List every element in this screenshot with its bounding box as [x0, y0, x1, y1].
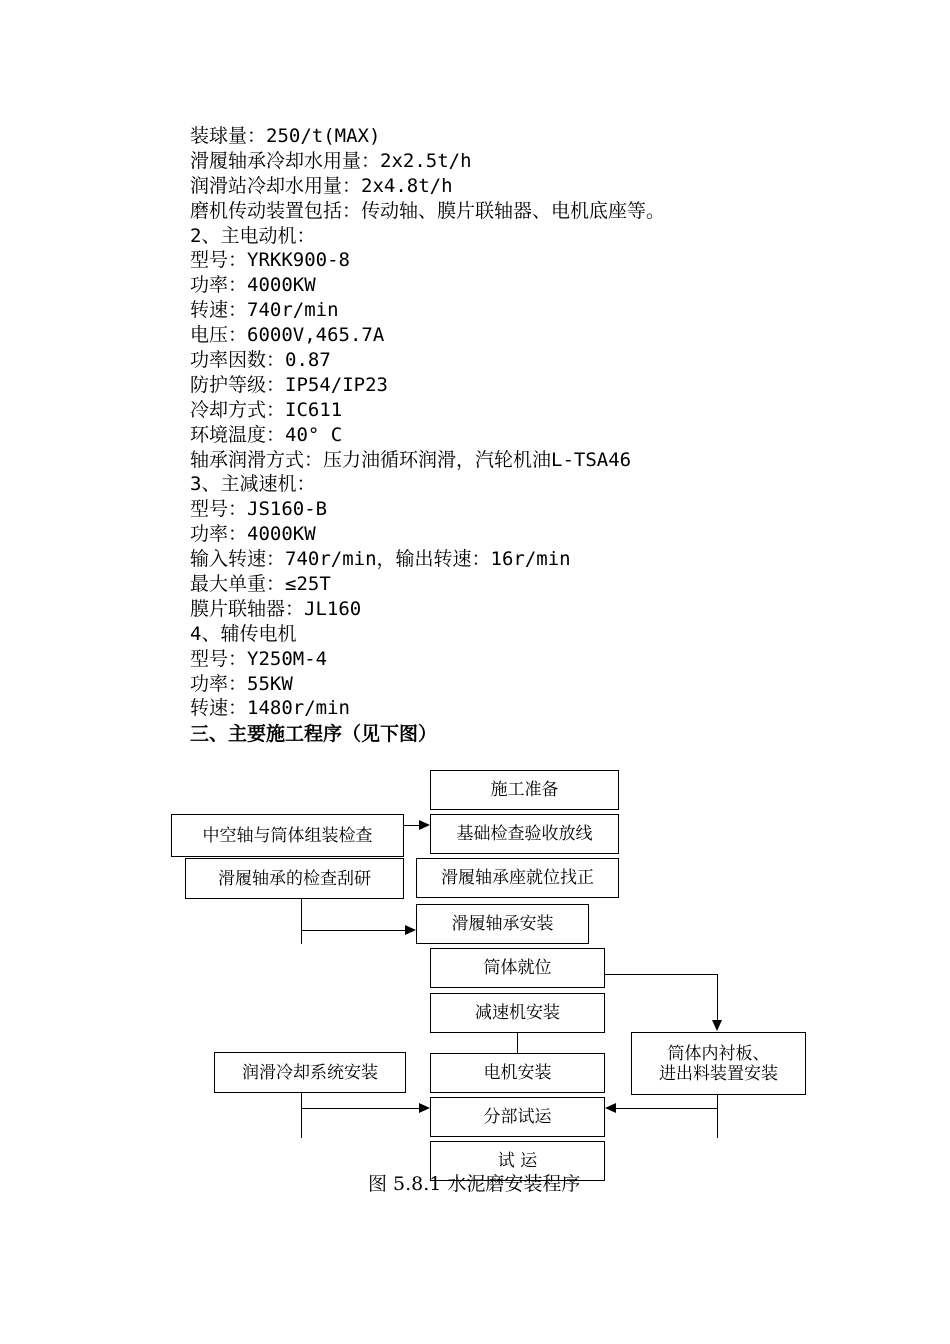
spec-line: 转速：740r/min: [190, 299, 339, 322]
arrow-head: [605, 1103, 616, 1113]
spec-line: 输入转速：740r/min，输出转速：16r/min: [190, 548, 571, 571]
spec-line: 功率因数：0.87: [190, 349, 331, 372]
spec-line: 3、主减速机：: [190, 473, 316, 496]
flow-box-shaft-check: 中空轴与筒体组装检查: [171, 814, 404, 857]
spec-line: 环境温度：40° C: [190, 423, 343, 446]
spec-line: 型号：Y250M-4: [190, 647, 328, 670]
spec-line: 2、主电动机：: [190, 224, 316, 247]
spec-line: 冷却方式：IC611: [190, 398, 343, 421]
spec-line: 4、辅传电机: [190, 622, 297, 645]
flow-box-partial-test: 分部试运: [430, 1097, 605, 1137]
spec-line: 电压：6000V,465.7A: [190, 324, 385, 347]
connector-cylinder-right: [604, 974, 718, 975]
spec-line: 膜片联轴器：JL160: [190, 597, 362, 620]
connector-lubrication-to-test: [301, 1108, 419, 1109]
flow-box-prep: 施工准备: [430, 770, 619, 810]
figure-caption: 图 5.8.1 水泥磨安装程序: [368, 1173, 581, 1195]
flow-box-reducer: 减速机安装: [430, 993, 605, 1033]
connector-bearing-scrape-down: [301, 898, 302, 944]
arrow-head: [405, 925, 416, 935]
connector-to-bearing-install: [301, 930, 405, 931]
spec-line: 装球量：250/t(MAX): [190, 125, 381, 147]
flow-box-bearing-install: 滑履轴承安装: [416, 904, 589, 944]
connector-lining-drop: [717, 974, 718, 1021]
connector-shaft-to-foundation: [403, 825, 420, 826]
spec-line: 功率：4000KW: [190, 523, 316, 546]
flow-box-lining: 筒体内衬板、 进出料装置安装: [631, 1032, 806, 1095]
spec-line: 型号：YRKK900-8: [190, 249, 350, 272]
spec-line: 轴承润滑方式：压力油循环润滑，汽轮机油L-TSA46: [190, 448, 632, 471]
spec-line: 功率：55KW: [190, 672, 293, 695]
spec-line: 润滑站冷却水用量：2x4.8t/h: [190, 174, 453, 197]
spec-line: 转速：1480r/min: [190, 697, 350, 720]
flow-box-cylinder: 筒体就位: [430, 948, 605, 988]
flow-box-bearing-scrape: 滑履轴承的检查刮研: [185, 858, 404, 899]
spec-lines: [190, 124, 665, 721]
arrow-head: [419, 1103, 430, 1113]
flow-box-bearing-seat: 滑履轴承座就位找正: [416, 858, 619, 898]
connector-reducer-to-motor: [517, 1033, 518, 1053]
spec-line: 防护等级：IP54/IP23: [190, 373, 388, 396]
flow-box-trial-run: 试 运: [430, 1141, 605, 1181]
spec-line: 型号：JS160-B: [190, 498, 328, 521]
spec-line: 滑履轴承冷却水用量：2x2.5t/h: [190, 149, 472, 172]
spec-line: 功率：4000KW: [190, 274, 316, 297]
flow-box-lubrication: 润滑冷却系统安装: [214, 1052, 406, 1093]
flow-box-foundation: 基础检查验收放线: [430, 814, 619, 854]
arrow-head: [419, 820, 430, 830]
spec-line: 磨机传动装置包括：传动轴、膜片联轴器、电机底座等。: [190, 199, 666, 222]
section-heading: 三、主要施工程序（见下图）: [190, 723, 438, 745]
connector-lining-to-test: [616, 1108, 718, 1109]
connector-lining-down: [717, 1094, 718, 1138]
connector-lubrication-down: [301, 1092, 302, 1138]
spec-line: 最大单重：≤25T: [190, 573, 331, 596]
arrow-head: [712, 1020, 722, 1031]
flow-box-motor: 电机安装: [430, 1053, 605, 1093]
